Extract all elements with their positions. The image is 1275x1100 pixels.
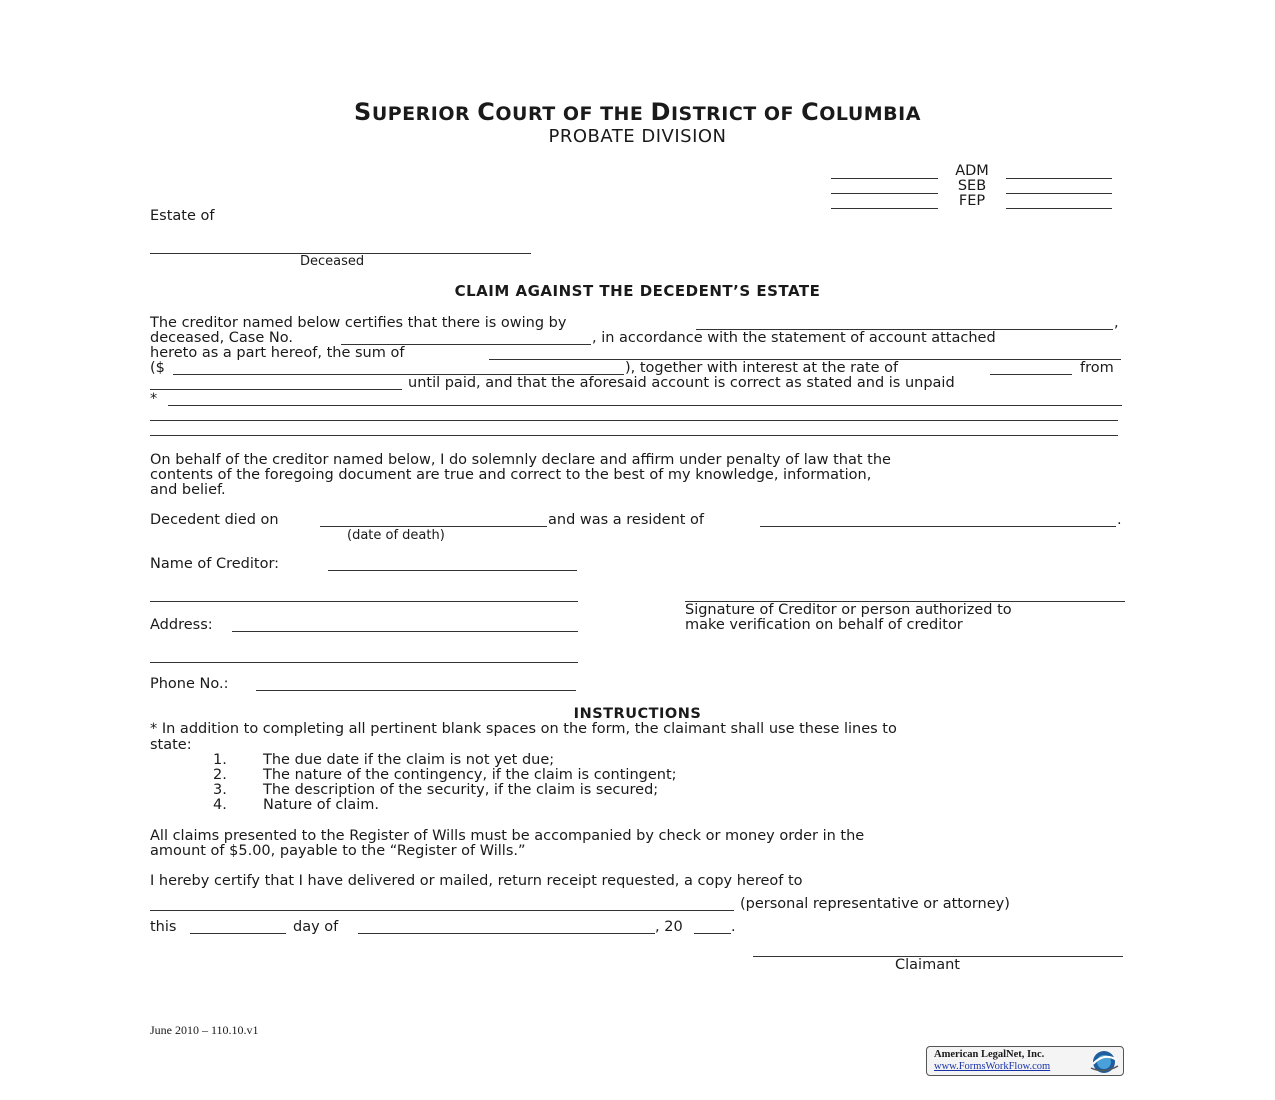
address-label: Address: [150,617,213,633]
phone-blank[interactable] [256,690,576,691]
globe-icon [1087,1048,1121,1076]
day-of-label: day of [293,919,339,935]
fep-left-blank[interactable] [831,208,938,209]
case-code-fep: FEP [958,193,986,209]
phone-label: Phone No.: [150,676,229,692]
court-title-part: S [354,98,372,126]
creditor-name-line-2[interactable] [150,601,578,602]
instructions-intro-line1: * In addition to completing all pertinent blank spaces on the form, the claimant shall use these lines to [150,721,897,737]
instruction-text: The description of the security, if the claim is secured; [263,782,659,798]
cert-line1-comma: , [1114,315,1119,331]
fee-line2: amount of $5.00, payable to the “Register of Wills.” [150,843,526,859]
creditor-name-blank[interactable] [328,570,577,571]
cert-line5-text: until paid, and that the aforesaid account is correct as stated and is unpaid [408,375,955,391]
year-prefix: , 20 [655,919,683,935]
claim-details-line-3[interactable] [150,435,1118,436]
representative-blank[interactable] [150,910,734,911]
instructions-intro-line2: state: [150,737,192,753]
instruction-number: 4. [213,797,227,813]
instruction-text: The nature of the contingency, if the claim is contingent; [263,767,677,783]
affirmation-line3: and belief. [150,482,226,498]
case-code-seb: SEB [957,178,987,194]
year-end: . [731,919,736,935]
this-label: this [150,919,177,935]
instructions-heading: INSTRUCTIONS [573,706,702,722]
residence-blank[interactable] [760,526,1116,527]
cert-line1-text: The creditor named below certifies that there is owing by [150,315,567,331]
death-middle: and was a resident of [548,512,705,528]
cert-line3-text: hereto as a part hereof, the sum of [150,345,405,361]
fee-line1: All claims presented to the Register of Wills must be accompanied by check or money order in the [150,828,865,844]
cert-line2-end: , in accordance with the statement of account attached [592,330,996,346]
cert-line4-end: from [1080,360,1114,376]
deceased-label: Deceased [300,254,365,269]
court-title [0,98,1275,126]
court-title-part: OURT OF THE [495,103,651,125]
instruction-number: 3. [213,782,227,798]
year-blank[interactable] [694,933,731,934]
court-title-part: UPERIOR [371,103,478,125]
seb-left-blank[interactable] [831,193,938,194]
case-code-adm: ADM [955,163,989,179]
instruction-text: The due date if the claim is not yet due; [263,752,555,768]
claim-details-line-1[interactable] [168,405,1122,406]
cert-line4-text: ($ [150,360,165,376]
month-blank[interactable] [358,933,655,934]
creditor-name-label: Name of Creditor: [150,556,280,572]
date-of-death-blank[interactable] [320,526,547,527]
signature-label-line2: make verification on behalf of creditor [685,617,963,633]
address-blank[interactable] [232,631,578,632]
instruction-text: Nature of claim. [263,797,380,813]
death-prefix: Decedent died on [150,512,279,528]
publisher-logo[interactable] [926,1046,1124,1076]
day-blank[interactable] [190,933,286,934]
interest-from-date-blank[interactable] [150,389,402,390]
claim-details-line-2[interactable] [150,420,1118,421]
court-title-part: D [650,98,671,126]
cert-asterisk: * [150,391,158,407]
adm-right-blank[interactable] [1006,178,1112,179]
logo-url[interactable]: www.FormsWorkFlow.com [934,1061,1051,1072]
affirmation-line2: contents of the foregoing document are true and correct to the best of my knowledge, information, [150,467,872,483]
date-of-death-label: (date of death) [347,528,445,543]
logo-company: American LegalNet, Inc. [934,1049,1045,1060]
affirmation-line1: On behalf of the creditor named below, I do solemnly declare and affirm under penalty of law that the [150,452,891,468]
seb-right-blank[interactable] [1006,193,1112,194]
instruction-number: 2. [213,767,227,783]
estate-label: Estate of [150,208,215,224]
form-title: CLAIM AGAINST THE DECEDENT’S ESTATE [454,282,821,300]
instruction-number: 1. [213,752,227,768]
adm-left-blank[interactable] [831,178,938,179]
cert-line4-middle: ), together with interest at the rate of [625,360,899,376]
division-title: PROBATE DIVISION [548,126,727,147]
interest-rate-blank[interactable] [990,374,1072,375]
court-title-part: C [801,98,820,126]
fep-right-blank[interactable] [1006,208,1112,209]
address-line-2[interactable] [150,662,578,663]
court-title-part: OLUMBIA [819,103,921,125]
court-title-part: C [477,98,496,126]
delivery-line1: I hereby certify that I have delivered or mailed, return receipt requested, a copy hereof to [150,873,803,889]
claimant-label: Claimant [895,957,960,973]
form-id: June 2010 – 110.10.v1 [150,1023,259,1037]
signature-label-line1: Signature of Creditor or person authorized to [685,602,1012,618]
court-title-part: ISTRICT OF [670,103,802,125]
death-end: . [1117,512,1122,528]
cert-line2-text: deceased, Case No. [150,330,293,346]
representative-label: (personal representative or attorney) [740,896,1010,912]
